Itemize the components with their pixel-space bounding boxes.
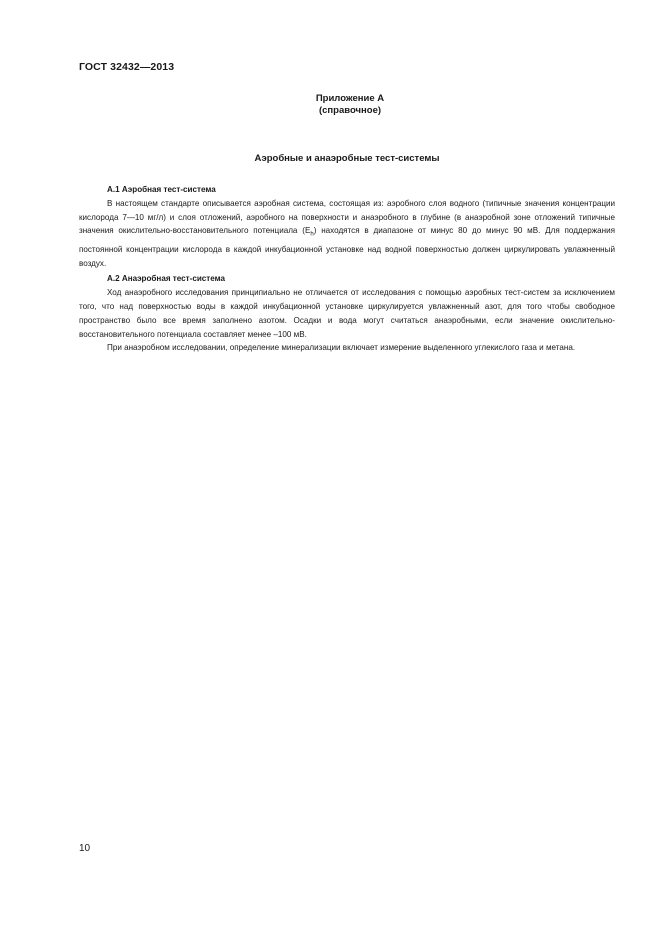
appendix-type: (справочное) — [318, 105, 382, 116]
paragraph-a1-text-start: В настоящем стандарте описывается аэробная система, состоящая из: аэробного слоя водного (типичные значения концентрации кислорода 7—10 мг/л) и слоя отложений, аэробного на поверхности и анаэробного в глубине (в анаэробной зоне отложений типичные значения окислительно-восстановительного потенциала (E — [79, 198, 615, 236]
standard-id: ГОСТ 32432—2013 — [79, 61, 175, 73]
document-body — [79, 183, 615, 355]
paragraph-a2-2: При анаэробном исследовании, определение минерализации включает измерение выделенного углекислого газа и метана. — [107, 343, 576, 353]
section-title: Аэробные и анаэробные тест-системы — [254, 153, 440, 164]
eh-subscript: h — [310, 232, 314, 238]
subsection-heading-a2: А.2 Анаэробная тест-система — [107, 274, 226, 284]
page-number: 10 — [79, 843, 91, 854]
paragraph-a2-1: Ход анаэробного исследования принципиально не отличается от исследования с помощью аэробных тест-систем за исключением того, что над поверхностью воды в каждой инкубационной установке циркулируется увлажненный азот, для того чтобы свободное пространство было все время заполнено азотом. Осадки и вода могут считаться анаэробными, если значение окислительно-восстановительного потенциала составляет менее –100 мВ. — [79, 288, 615, 339]
appendix-label: Приложение А — [315, 93, 385, 104]
paragraph-a1 — [79, 197, 615, 271]
paragraph-a1-text-end: ) находятся в диапазоне от минус 80 до минус 90 мВ. Для поддержания постоянной концентрации кислорода в каждой инкубационной установке над водной поверхностью должен циркулировать увлажненный воздух. — [79, 226, 615, 268]
appendix-title — [0, 93, 661, 117]
subsection-heading-a1: А.1 Аэробная тест-система — [107, 185, 216, 194]
